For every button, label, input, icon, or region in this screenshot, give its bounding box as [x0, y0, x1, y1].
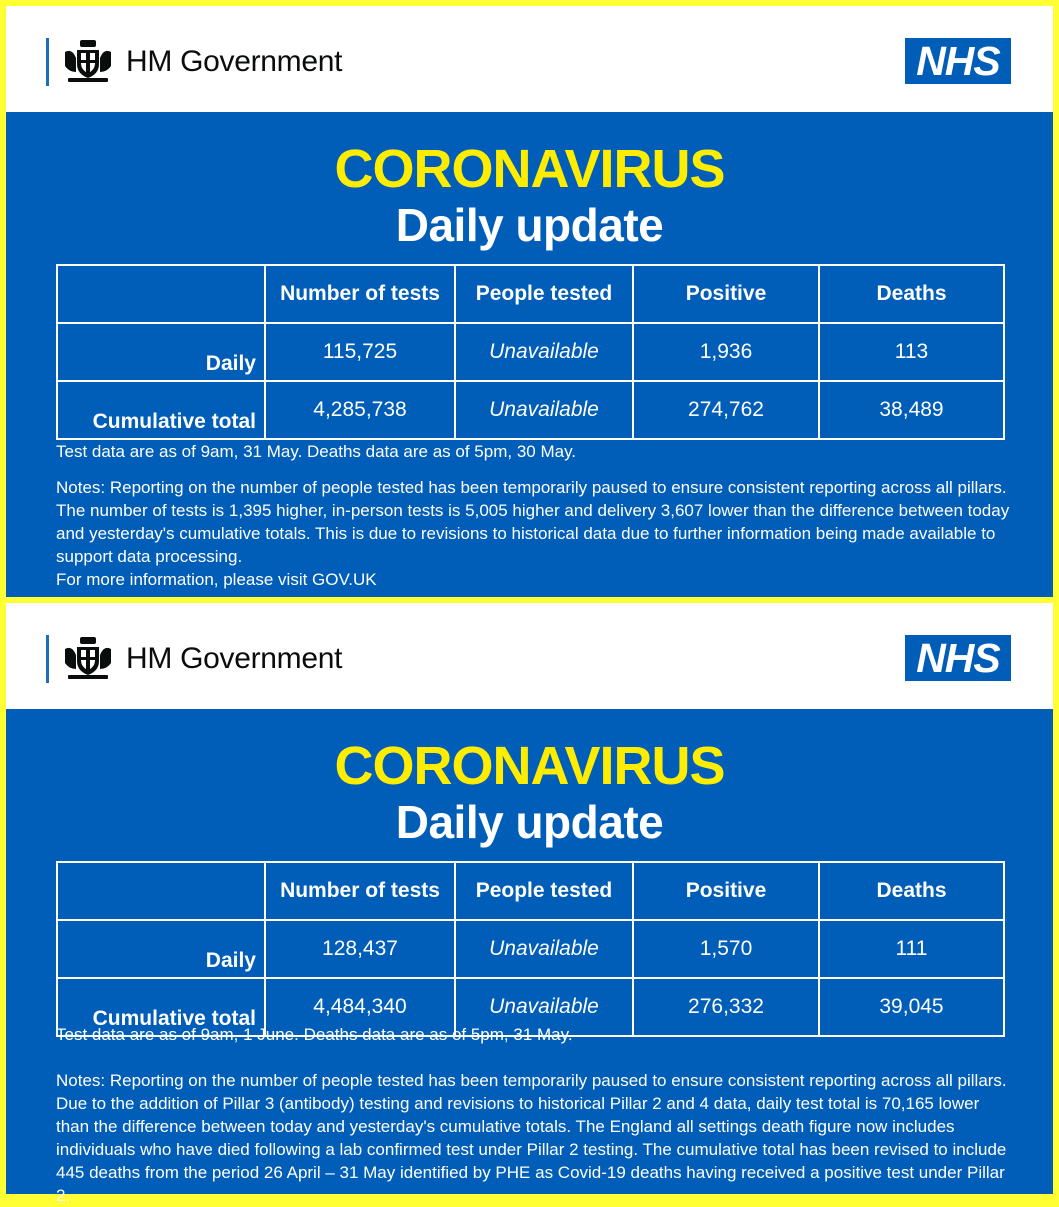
- table-header-row: [57, 265, 1004, 323]
- table-cell: 39,045: [819, 978, 1004, 1036]
- royal-coat-of-arms-icon: [62, 38, 114, 84]
- corner-cell: [57, 862, 265, 920]
- royal-coat-of-arms-icon: [62, 635, 114, 681]
- table-cell: Unavailable: [455, 381, 633, 439]
- table-cell: 113: [819, 323, 1004, 381]
- update-card-1-june: [6, 603, 1053, 1205]
- card-header: [6, 603, 1053, 709]
- table-cell: Unavailable: [455, 323, 633, 381]
- notes-block: [56, 476, 1016, 591]
- table-cell: 4,484,340: [265, 978, 455, 1036]
- card-title: CORONAVIRUS: [334, 736, 725, 796]
- card-body: [6, 709, 1053, 1205]
- nhs-logo: NHS: [905, 38, 1011, 84]
- card-subtitle: Daily update: [395, 199, 664, 251]
- card-title: CORONAVIRUS: [334, 139, 725, 199]
- header-divider: [46, 635, 49, 683]
- more-info-text: For more information, please visit GOV.UK: [56, 570, 377, 589]
- column-header: Number of tests: [265, 265, 455, 323]
- table-cell: Unavailable: [455, 920, 633, 978]
- stats-table: [56, 264, 1005, 440]
- row-label: Daily: [57, 323, 265, 381]
- corner-cell: [57, 265, 265, 323]
- row-label: Cumulative total: [57, 381, 265, 439]
- column-header: Deaths: [819, 265, 1004, 323]
- table-row: [57, 323, 1004, 381]
- data-as-of-text: Test data are as of 9am, 1 June. Deaths data are as of 5pm, 31 May.: [56, 1025, 573, 1044]
- card-header: [6, 6, 1053, 112]
- notes-text: Notes: Reporting on the number of people tested has been temporarily paused to ensure consistent reporting across all pillars. Due to the addition of Pillar 3 (antibody) testing and revisions to historical Pillar 2 and 4 data, daily test total is 70,165 lower than the difference between today and yesterday's cumulative totals. The England all settings death figure now includes individuals who have died following a lab confirmed test under Pillar 2 testing. The cumulative total has been revised to include 445 deaths from the period 26 April – 31 May identified by PHE as Covid-19 deaths having received a positive test under Pillar 2.: [56, 1071, 1007, 1205]
- stats-table: [56, 861, 1005, 1037]
- row-label: Daily: [57, 920, 265, 978]
- table-cell: 115,725: [265, 323, 455, 381]
- row-label: Cumulative total: [57, 978, 265, 1036]
- table-cell: 1,936: [633, 323, 819, 381]
- update-card-31-may: [6, 6, 1053, 597]
- nhs-logo: NHS: [905, 635, 1011, 681]
- column-header: Positive: [633, 862, 819, 920]
- table-row: [57, 381, 1004, 439]
- column-header: Number of tests: [265, 862, 455, 920]
- table-cell: 1,570: [633, 920, 819, 978]
- table-header-row: [57, 862, 1004, 920]
- column-header: Deaths: [819, 862, 1004, 920]
- hm-government-label: HM Government: [126, 45, 343, 78]
- data-as-of-text: Test data are as of 9am, 31 May. Deaths data are as of 5pm, 30 May.: [56, 442, 577, 461]
- table-cell: 38,489: [819, 381, 1004, 439]
- table-cell: Unavailable: [455, 978, 633, 1036]
- card-body: [6, 112, 1053, 597]
- header-divider: [46, 38, 49, 86]
- table-cell: 111: [819, 920, 1004, 978]
- table-cell: 128,437: [265, 920, 455, 978]
- notes-text: Notes: Reporting on the number of people tested has been temporarily paused to ensure consistent reporting across all pillars. The number of tests is 1,395 higher, in-person tests is 5,005 higher and delivery 3,607 lower than the difference between today and yesterday's cumulative totals. This is due to revisions to historical data due to further information being made available to support data processing.: [56, 478, 1010, 566]
- column-header: People tested: [455, 265, 633, 323]
- hm-government-label: HM Government: [126, 642, 343, 675]
- table-row: [57, 920, 1004, 978]
- column-header: Positive: [633, 265, 819, 323]
- card-subtitle: Daily update: [395, 796, 664, 848]
- column-header: People tested: [455, 862, 633, 920]
- table-cell: 274,762: [633, 381, 819, 439]
- table-cell: 276,332: [633, 978, 819, 1036]
- notes-block: [56, 1069, 1016, 1207]
- table-cell: 4,285,738: [265, 381, 455, 439]
